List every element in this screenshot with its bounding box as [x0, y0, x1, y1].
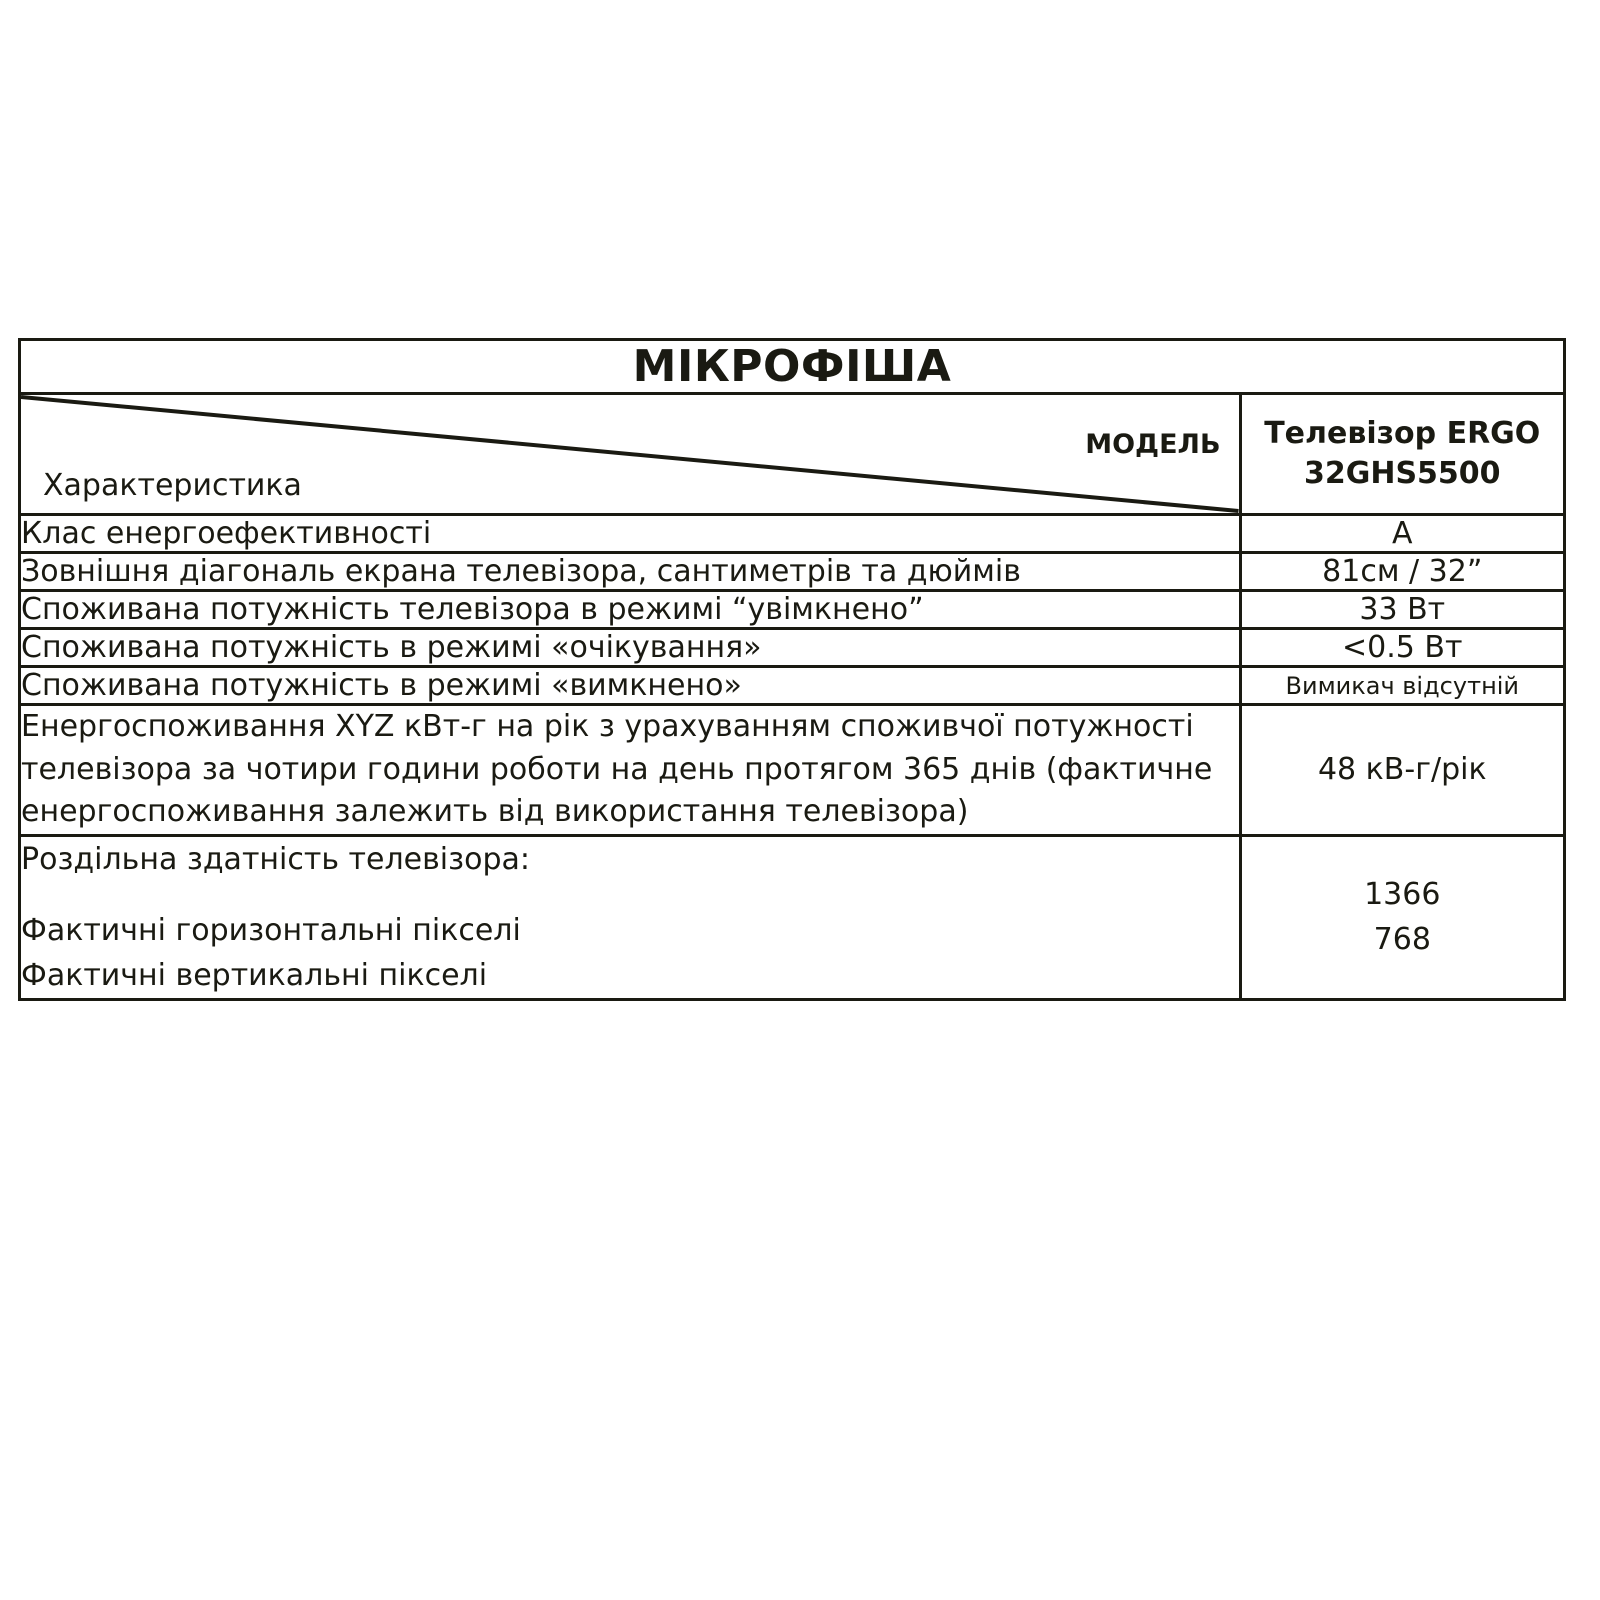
table-row-energy-consumption	[20, 705, 1565, 836]
row-value-energy-class: A	[1240, 515, 1564, 553]
resolution-vertical-label: Фактичні вертикальні пікселі	[21, 957, 488, 993]
resolution-vertical-value: 768	[1373, 922, 1431, 958]
model-name-line2: 32GHS5500	[1303, 456, 1501, 491]
header-diagonal-cell	[20, 394, 1241, 515]
table-row	[20, 591, 1565, 629]
row-value-power-standby: <0.5 Вт	[1240, 629, 1564, 667]
row-value-power-on: 33 Вт	[1240, 591, 1564, 629]
resolution-horizontal-label: Фактичні горизонтальні пікселі	[21, 912, 521, 948]
table-row	[20, 553, 1565, 591]
row-label-power-on: Споживана потужність телевізора в режимі “увімкнено”	[20, 591, 1241, 629]
row-label-power-standby: Споживана потужність в режимі «очікування»	[20, 629, 1241, 667]
row-label-resolution	[20, 835, 1241, 999]
table-row-title	[20, 340, 1565, 394]
microfiche-document	[18, 338, 1566, 1001]
model-label: МОДЕЛЬ	[1085, 429, 1221, 460]
row-label-power-off: Споживана потужність в режимі «вимкнено»	[20, 667, 1241, 705]
resolution-horizontal-value: 1366	[1364, 877, 1441, 913]
model-name-cell	[1240, 394, 1564, 515]
row-label-screen-diagonal: Зовнішня діагональ екрана телевізора, сантиметрів та дюймів	[20, 553, 1241, 591]
document-title-cell	[20, 340, 1565, 394]
characteristic-label: Характеристика	[43, 468, 302, 503]
row-value-annual-consumption: 48 кВ-г/рік	[1240, 705, 1564, 836]
page-title: МІКРОФІША	[632, 341, 952, 392]
row-label-energy-class: Клас енергоефективності	[20, 515, 1241, 553]
specification-table	[18, 338, 1566, 1001]
table-row-resolution	[20, 835, 1565, 999]
row-value-resolution	[1240, 835, 1564, 999]
row-value-screen-diagonal: 81см / 32”	[1240, 553, 1564, 591]
table-row	[20, 629, 1565, 667]
row-value-power-off: Вимикач відсутній	[1240, 667, 1564, 705]
row-label-annual-consumption: Енергоспоживання XYZ кВт-г на рік з урахуванням споживчої потужності телевізора за чотири години роботи на день протягом 365 днів (фактичне енергоспоживання залежить від використання телевізора)	[20, 705, 1241, 836]
model-name-line1: Телевізор ERGO	[1264, 415, 1541, 451]
table-row-header	[20, 394, 1565, 515]
table-row	[20, 515, 1565, 553]
table-row	[20, 667, 1565, 705]
resolution-heading: Роздільна здатність телевізора:	[21, 841, 530, 877]
